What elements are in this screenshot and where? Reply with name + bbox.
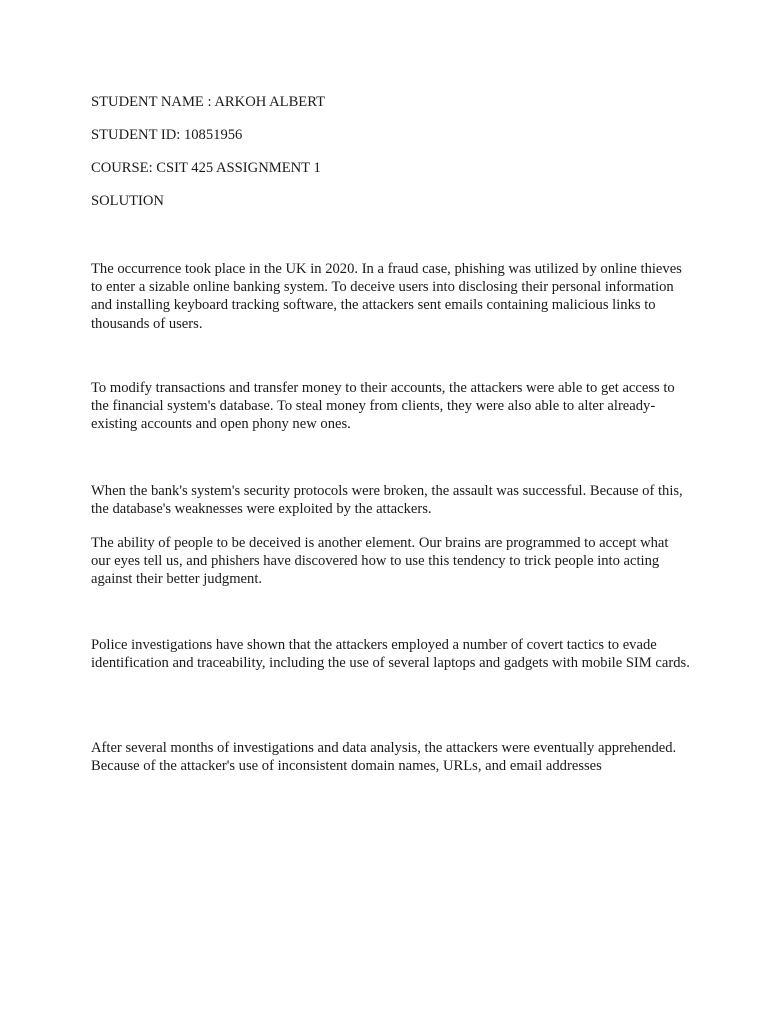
student-name-line: STUDENT NAME : ARKOH ALBERT <box>91 94 325 110</box>
paragraph-human-factor: The ability of people to be deceived is another element. Our brains are programmed to accept what our eyes tell us, and phishers have discovered how to use this tendency to trick people into acting against their better judgment. <box>91 535 669 588</box>
solution-heading: SOLUTION <box>91 193 164 209</box>
paragraph-incident: The occurrence took place in the UK in 2020. In a fraud case, phishing was utilized by online thieves to enter a sizable online banking system. To deceive users into disclosing their personal information and installing keyboard tracking software, the attackers sent emails containing malicious links to thousands of users. <box>91 261 682 332</box>
course-line: COURSE: CSIT 425 ASSIGNMENT 1 <box>91 160 321 176</box>
paragraph-apprehension: After several months of investigations and data analysis, the attackers were eventually apprehended. Because of the attacker's use of inconsistent domain names, URLs, and email addresses <box>91 740 677 775</box>
paragraph-security-broken: When the bank's system's security protocols were broken, the assault was successful. Because of this, the database's weaknesses were exploited by the attackers. <box>91 483 683 518</box>
paragraph-police-investigation: Police investigations have shown that the attackers employed a number of covert tactics to evade identification and traceability, including the use of several laptops and gadgets with mobile SIM cards. <box>91 637 690 672</box>
paragraph-database-access: To modify transactions and transfer money to their accounts, the attackers were able to get access to the financial system's database. To steal money from clients, they were also able to alter already-existing accounts and open phony new ones. <box>91 380 675 433</box>
student-id-line: STUDENT ID: 10851956 <box>91 127 243 143</box>
